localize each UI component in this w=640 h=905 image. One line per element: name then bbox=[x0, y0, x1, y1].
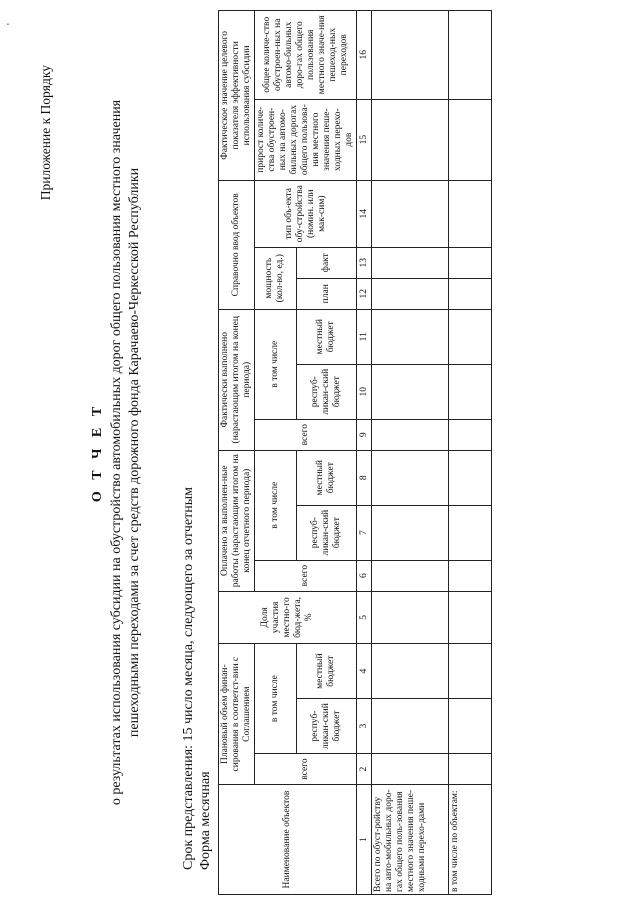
column-number: 6 bbox=[357, 560, 372, 591]
header-actual-republic: респуб-ликан-ский бюджет bbox=[296, 364, 356, 419]
annex-label: Приложение к Порядку bbox=[38, 65, 53, 201]
column-number: 14 bbox=[357, 180, 372, 247]
table-cell bbox=[449, 505, 492, 560]
column-number: 9 bbox=[357, 419, 372, 450]
column-number: 8 bbox=[357, 450, 372, 505]
scan-mark: ' bbox=[6, 23, 17, 25]
header-actual: Фактически выполнено (нарастающим итогом на конец периода) bbox=[219, 309, 255, 450]
table-cell bbox=[449, 364, 492, 419]
header-actual-total: всего bbox=[255, 419, 357, 450]
column-number: 12 bbox=[357, 278, 372, 309]
table-cell bbox=[449, 419, 492, 450]
header-actual-including: в том числе bbox=[255, 309, 297, 419]
header-share: Доля участия местно-го бюд-жета, % bbox=[219, 591, 357, 644]
table-cell bbox=[372, 644, 449, 699]
report-subtitle: о результатах использования субсидии на обустройство автомобильных дорог общего пользования местного значения пешеходными переходами за счет средств дорожного фонда Карачаево-Черкесской Республики bbox=[109, 99, 142, 806]
column-number: 13 bbox=[357, 247, 372, 278]
header-paid-including: в том числе bbox=[255, 450, 297, 560]
table-cell bbox=[449, 699, 492, 754]
column-number: 11 bbox=[357, 309, 372, 364]
header-indicator: Фактическое значение целевого показателя эффективности использования субсидии bbox=[219, 11, 255, 181]
table-cell bbox=[449, 247, 492, 278]
header-commissioning: Справочно ввод объектов bbox=[219, 180, 255, 309]
report-deadline-block bbox=[180, 487, 214, 870]
header-row-2 bbox=[255, 11, 297, 895]
table-cell bbox=[449, 99, 492, 180]
header-planned-including: в том числе bbox=[255, 644, 297, 754]
table-cell bbox=[372, 419, 449, 450]
form-type-text: Форма месячная bbox=[198, 771, 213, 870]
header-row-1 bbox=[219, 11, 255, 895]
column-number: 16 bbox=[357, 11, 372, 100]
header-planned-total: всего bbox=[255, 754, 357, 785]
total-row bbox=[372, 11, 449, 895]
column-number-row bbox=[357, 11, 372, 895]
table-cell bbox=[372, 754, 449, 785]
table-cell bbox=[372, 99, 449, 180]
table-cell bbox=[449, 754, 492, 785]
table-cell bbox=[449, 309, 492, 364]
table-cell bbox=[372, 309, 449, 364]
table-cell bbox=[449, 644, 492, 699]
total-row-label: Всего по обуст-ройству на авто-мобильных доро-гах общего поль-зования местного значения пеше-ходными перехо-дами bbox=[372, 785, 449, 895]
table-cell bbox=[372, 11, 449, 100]
header-actual-local: местный бюджет bbox=[296, 309, 356, 364]
table-cell bbox=[372, 180, 449, 247]
table-cell bbox=[372, 364, 449, 419]
column-number: 7 bbox=[357, 505, 372, 560]
table-cell bbox=[449, 450, 492, 505]
table-cell bbox=[372, 560, 449, 591]
table-cell bbox=[372, 247, 449, 278]
header-capacity-plan: план bbox=[296, 278, 356, 309]
table-cell bbox=[449, 11, 492, 100]
header-capacity: мощность (кол-во, ед.) bbox=[255, 247, 297, 309]
table-cell bbox=[372, 591, 449, 644]
objects-row-label: в том числе по объектам: bbox=[449, 785, 492, 895]
table-cell bbox=[372, 699, 449, 754]
table-cell bbox=[449, 560, 492, 591]
column-number: 2 bbox=[357, 754, 372, 785]
header-planned-local: местный бюджет bbox=[296, 644, 356, 699]
objects-row bbox=[449, 11, 492, 895]
header-paid-total: всего bbox=[255, 560, 357, 591]
report-title: О Т Ч Е Т bbox=[90, 402, 105, 503]
table-cell bbox=[449, 180, 492, 247]
header-planned: Плановый объем финан-сирования в соответст-вии с Соглашением bbox=[219, 644, 255, 785]
column-number: 3 bbox=[357, 699, 372, 754]
header-capacity-fact: факт bbox=[296, 247, 356, 278]
column-number: 1 bbox=[357, 785, 372, 895]
header-overall: общее количе-ство обустроен-ных на автомо-бильных доро-гах общего пользования местного значе-ния пешеход-ных переходов bbox=[255, 11, 357, 100]
header-object-type: тип объ-екта обу-стройства (номин. или мак-сим) bbox=[255, 180, 357, 247]
column-number: 4 bbox=[357, 644, 372, 699]
header-planned-republic: респуб-ликан-ский бюджет bbox=[296, 699, 356, 754]
header-paid: Оплачено за выполнен-ные работы (нарастающим итогом на конец отчетного периода) bbox=[219, 450, 255, 591]
deadline-text: Срок представления: 15 число месяца, следующего за отчетным bbox=[181, 487, 196, 870]
column-number: 5 bbox=[357, 591, 372, 644]
table-cell bbox=[449, 278, 492, 309]
column-number: 10 bbox=[357, 364, 372, 419]
table-cell bbox=[372, 505, 449, 560]
table-cell bbox=[372, 278, 449, 309]
report-table bbox=[218, 10, 492, 895]
header-increase: прирост количе-ства обустроен-ных на автомо-бильных дорогах общего пользова-ния местного значения пеше-ходных перехо-дов bbox=[255, 99, 357, 180]
header-name: Наименование объектов bbox=[219, 785, 357, 895]
table-cell bbox=[449, 591, 492, 644]
header-paid-local: местный бюджет bbox=[296, 450, 356, 505]
column-number: 15 bbox=[357, 99, 372, 180]
table-cell bbox=[372, 450, 449, 505]
header-paid-republic: респуб-ликан-ский бюджет bbox=[296, 505, 356, 560]
